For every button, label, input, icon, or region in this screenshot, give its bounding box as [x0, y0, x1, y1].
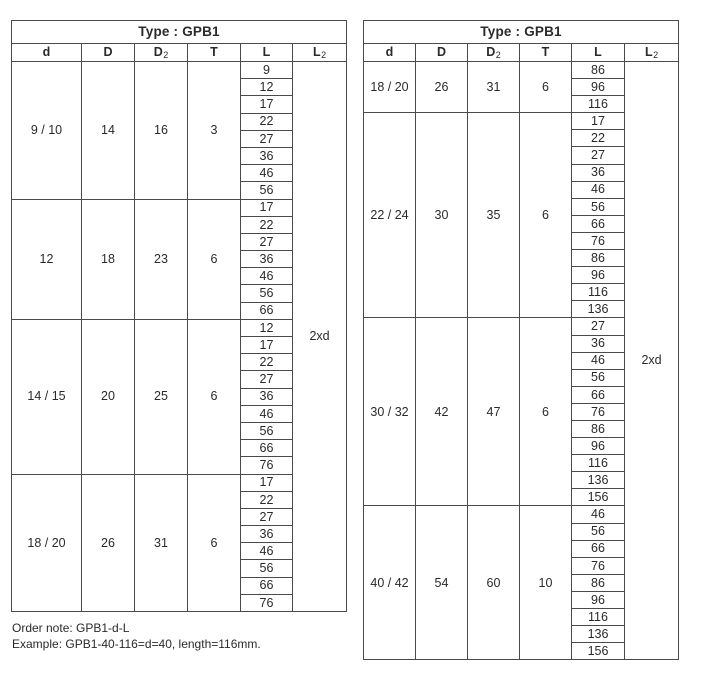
cell-d: 18 / 20: [364, 62, 416, 113]
header-L2-main: L: [312, 45, 321, 60]
cell-L: 36: [241, 388, 293, 405]
cell-L: 56: [241, 560, 293, 577]
cell-L: 12: [241, 319, 293, 336]
cell-D2: 16: [135, 62, 188, 200]
cell-T: 6: [520, 318, 572, 506]
cell-d: 14 / 15: [12, 319, 82, 474]
cell-L: 36: [241, 147, 293, 164]
cell-T: 6: [188, 199, 241, 319]
header-L2: [625, 44, 679, 62]
header-D2-main: D: [486, 45, 496, 60]
header-D: D: [416, 44, 468, 62]
cell-L: 17: [241, 474, 293, 491]
cell-L: 86: [572, 574, 625, 591]
cell-L: 76: [241, 594, 293, 611]
cell-L: 66: [572, 540, 625, 557]
cell-L: 116: [572, 609, 625, 626]
cell-L: 22: [241, 491, 293, 508]
cell-L: 96: [572, 267, 625, 284]
cell-D: 20: [82, 319, 135, 474]
cell-D2: 35: [468, 113, 520, 318]
cell-L: 27: [241, 371, 293, 388]
header-L2: [293, 44, 347, 62]
cell-L2: 2xd: [625, 62, 679, 660]
cell-L: 36: [572, 164, 625, 181]
cell-L: 27: [241, 508, 293, 525]
cell-T: 6: [520, 62, 572, 113]
cell-L: 136: [572, 626, 625, 643]
cell-L: 136: [572, 472, 625, 489]
cell-L: 22: [241, 354, 293, 371]
cell-D2: 25: [135, 319, 188, 474]
cell-L: 27: [572, 318, 625, 335]
cell-L: 66: [572, 215, 625, 232]
cell-D: 14: [82, 62, 135, 200]
cell-D2: 23: [135, 199, 188, 319]
cell-L: 56: [572, 198, 625, 215]
cell-L: 76: [572, 403, 625, 420]
cell-D2: 47: [468, 318, 520, 506]
cell-L: 76: [572, 557, 625, 574]
cell-L: 56: [572, 523, 625, 540]
title-row: [12, 21, 347, 44]
cell-d: 30 / 32: [364, 318, 416, 506]
cell-d: 9 / 10: [12, 62, 82, 200]
gpb1-table-left: [11, 20, 347, 612]
table-title: Type : GPB1: [364, 21, 679, 44]
cell-L: 46: [572, 352, 625, 369]
cell-L: 46: [572, 181, 625, 198]
cell-L: 156: [572, 489, 625, 506]
header-row: [364, 44, 679, 62]
cell-L: 156: [572, 643, 625, 660]
header-T: T: [520, 44, 572, 62]
table-title: Type : GPB1: [12, 21, 347, 44]
cell-L2: 2xd: [293, 62, 347, 612]
cell-L: 22: [241, 216, 293, 233]
header-d: d: [364, 44, 416, 62]
cell-d: 22 / 24: [364, 113, 416, 318]
table-row: [12, 62, 347, 79]
cell-L: 17: [572, 113, 625, 130]
cell-L: 9: [241, 62, 293, 79]
header-D2-sub: 2: [495, 50, 501, 61]
cell-D: 26: [416, 62, 468, 113]
header-d: d: [12, 44, 82, 62]
header-D2-main: D: [153, 45, 163, 60]
header-D: D: [82, 44, 135, 62]
cell-T: 6: [520, 113, 572, 318]
order-notes: [12, 620, 261, 652]
cell-L: 56: [572, 369, 625, 386]
cell-T: 6: [188, 319, 241, 474]
cell-L: 36: [572, 335, 625, 352]
cell-L: 56: [241, 182, 293, 199]
header-D2: [135, 44, 188, 62]
order-note-text: Order note: GPB1-d-L: [12, 621, 130, 635]
cell-L: 96: [572, 438, 625, 455]
cell-L: 17: [241, 96, 293, 113]
cell-D: 18: [82, 199, 135, 319]
header-L2-sub: 2: [321, 50, 327, 61]
header-D2-sub: 2: [163, 50, 169, 61]
cell-L: 12: [241, 79, 293, 96]
order-example-text: Example: GPB1-40-116=d=40, length=116mm.: [12, 637, 261, 651]
cell-L: 27: [572, 147, 625, 164]
cell-L: 66: [241, 577, 293, 594]
header-row: [12, 44, 347, 62]
cell-L: 66: [572, 386, 625, 403]
cell-d: 40 / 42: [364, 506, 416, 660]
header-T: T: [188, 44, 241, 62]
cell-L: 27: [241, 130, 293, 147]
cell-T: 3: [188, 62, 241, 200]
cell-D: 54: [416, 506, 468, 660]
header-D2: [468, 44, 520, 62]
cell-L: 66: [241, 302, 293, 319]
cell-D2: 60: [468, 506, 520, 660]
cell-L: 22: [572, 130, 625, 147]
cell-L: 86: [572, 62, 625, 79]
cell-L: 46: [241, 405, 293, 422]
header-L: L: [241, 44, 293, 62]
table-row: [364, 62, 679, 79]
cell-L: 96: [572, 591, 625, 608]
cell-L: 46: [241, 165, 293, 182]
cell-L: 22: [241, 113, 293, 130]
cell-L: 116: [572, 455, 625, 472]
cell-L: 116: [572, 284, 625, 301]
cell-D: 26: [82, 474, 135, 612]
header-L2-sub: 2: [653, 50, 659, 61]
cell-D2: 31: [135, 474, 188, 612]
cell-D: 42: [416, 318, 468, 506]
cell-L: 36: [241, 251, 293, 268]
cell-L: 56: [241, 422, 293, 439]
cell-L: 76: [572, 232, 625, 249]
cell-L: 116: [572, 96, 625, 113]
cell-L: 17: [241, 199, 293, 216]
cell-L: 46: [241, 543, 293, 560]
cell-L: 96: [572, 79, 625, 96]
cell-L: 46: [572, 506, 625, 523]
header-L2-main: L: [644, 45, 653, 60]
cell-T: 6: [188, 474, 241, 612]
cell-L: 46: [241, 268, 293, 285]
cell-d: 18 / 20: [12, 474, 82, 612]
cell-L: 66: [241, 440, 293, 457]
cell-L: 136: [572, 301, 625, 318]
header-L: L: [572, 44, 625, 62]
cell-L: 76: [241, 457, 293, 474]
cell-L: 36: [241, 526, 293, 543]
cell-d: 12: [12, 199, 82, 319]
cell-L: 27: [241, 233, 293, 250]
cell-L: 56: [241, 285, 293, 302]
title-row: [364, 21, 679, 44]
cell-L: 17: [241, 337, 293, 354]
gpb1-table-right: [363, 20, 679, 660]
cell-L: 86: [572, 420, 625, 437]
cell-T: 10: [520, 506, 572, 660]
cell-D: 30: [416, 113, 468, 318]
cell-D2: 31: [468, 62, 520, 113]
cell-L: 86: [572, 250, 625, 267]
